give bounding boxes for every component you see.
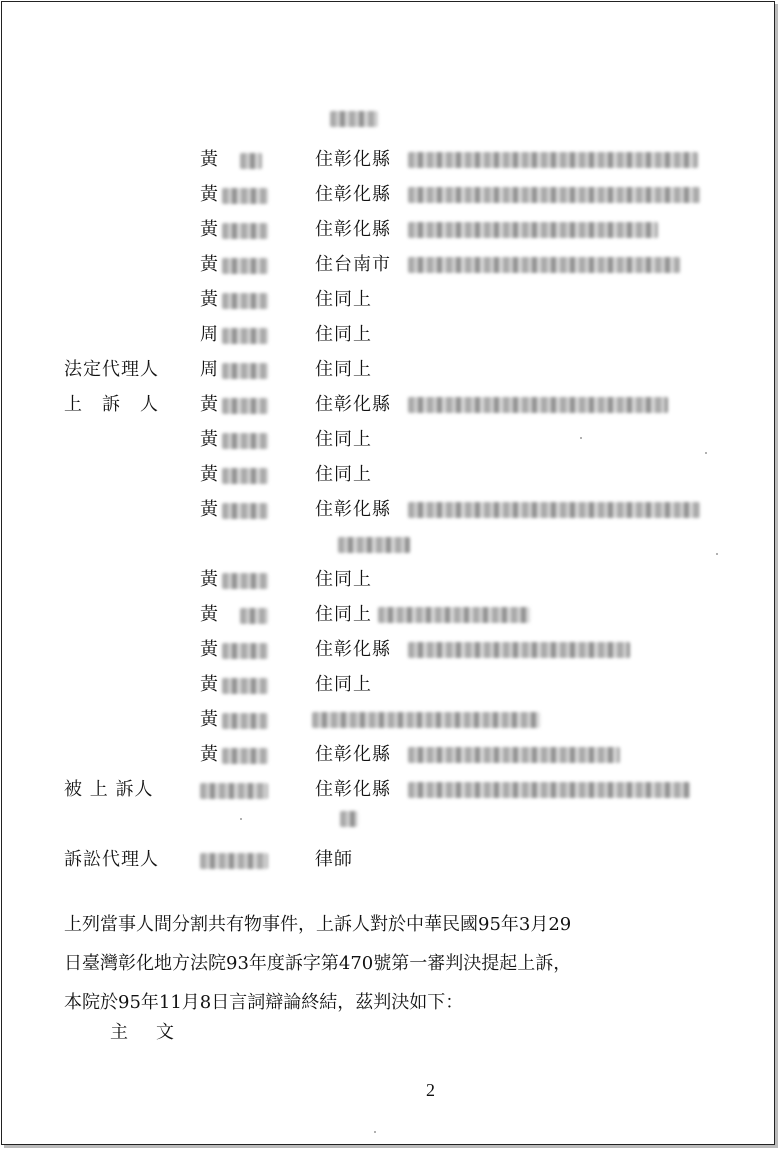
redacted-name [222,363,268,379]
scan-speck [705,452,707,454]
party-name: 黃 [200,499,218,520]
party-row [0,180,780,210]
party-name: 黃 [200,394,218,415]
redacted-name [240,153,262,169]
party-row [0,285,780,315]
party-address: 住彰化縣 [315,219,391,240]
party-address: 住同上 [315,569,372,590]
party-address: 住彰化縣 [315,744,391,765]
redacted-name [222,433,268,449]
redacted-name [222,573,268,589]
party-address: 住彰化縣 [315,779,391,800]
party-row [0,495,780,525]
redacted-header [330,111,378,127]
party-row [0,425,780,455]
redacted-address [312,712,540,728]
party-row [0,145,780,175]
party-name: 黃 [200,674,218,695]
party-name: 黃 [200,744,218,765]
party-address: 住彰化縣 [315,149,391,170]
redacted-address [408,397,668,413]
redacted-name [200,783,268,799]
redacted-name [222,678,268,694]
redacted-address [408,152,698,168]
party-name: 黃 [200,709,218,730]
party-role: 上 訴 人 [64,394,159,415]
redacted-name [222,643,268,659]
party-address: 住彰化縣 [315,394,391,415]
party-row [0,250,780,280]
party-name: 黃 [200,184,218,205]
party-name: 周 [200,324,218,345]
party-name: 周 [200,359,218,380]
redacted-name [222,713,268,729]
party-name: 黃 [200,149,218,170]
paragraph-line: 本院於95年11月8日言詞辯論終結，茲判決如下： [64,992,464,1013]
party-row [0,565,780,595]
party-address: 住同上 [315,359,372,380]
redacted-name [222,328,268,344]
party-row [0,705,780,735]
redacted-name [222,188,268,204]
party-address: 住同上 [315,604,372,625]
party-row [0,320,780,350]
redacted-address [408,257,680,273]
scan-speck [374,1131,376,1133]
party-role: 被 上 訴人 [64,779,154,800]
party-address: 住同上 [315,674,372,695]
party-address: 住同上 [315,324,372,345]
redacted-address [408,502,700,518]
redacted-address [378,607,530,623]
redacted-name [222,748,268,764]
redacted-address [408,187,700,203]
redacted-name [222,503,268,519]
party-name: 黃 [200,219,218,240]
party-name: 黃 [200,289,218,310]
party-row [0,670,780,700]
party-row [0,355,780,385]
party-address: 住彰化縣 [315,639,391,660]
redacted-address [408,222,658,238]
party-address: 住同上 [315,429,372,450]
party-role: 法定代理人 [64,359,159,380]
redacted-name [222,398,268,414]
scan-speck [580,437,582,439]
party-name: 黃 [200,569,218,590]
redacted-name [222,468,268,484]
party-row [0,635,780,665]
party-address: 住同上 [315,289,372,310]
party-address: 律師 [315,849,353,870]
section-heading: 主文 [110,1022,202,1043]
redacted-name [240,608,268,624]
party-name: 黃 [200,464,218,485]
party-address: 住彰化縣 [315,499,391,520]
judgment-paragraph [64,905,714,1022]
scan-speck [716,553,718,555]
party-row [0,600,780,630]
party-row [0,845,780,875]
party-address: 住台南市 [315,254,391,275]
party-row [0,740,780,770]
party-row [0,775,780,805]
party-name: 黃 [200,429,218,450]
party-row [0,390,780,420]
party-name: 黃 [200,254,218,275]
redacted-name [222,223,268,239]
scan-speck [240,818,242,820]
redacted-address [408,782,690,798]
party-row [0,215,780,245]
redacted-name [200,853,268,869]
paragraph-line: 上列當事人間分割共有物事件，上訴人對於中華民國95年3月29 [64,914,572,935]
party-name: 黃 [200,639,218,660]
redacted-name [222,293,268,309]
party-address: 住彰化縣 [315,184,391,205]
party-row [0,460,780,490]
party-role: 訴訟代理人 [64,849,159,870]
party-address: 住同上 [315,464,372,485]
redacted-address [408,747,620,763]
redacted-address [408,642,630,658]
redacted-address-continued [338,537,410,553]
paragraph-line: 日臺灣彰化地方法院93年度訴字第470號第一審判決提起上訴， [64,953,572,974]
redacted-name [222,258,268,274]
party-name: 黃 [200,604,218,625]
redacted-address-continued [340,811,358,827]
page-number: 2 [426,1080,435,1100]
